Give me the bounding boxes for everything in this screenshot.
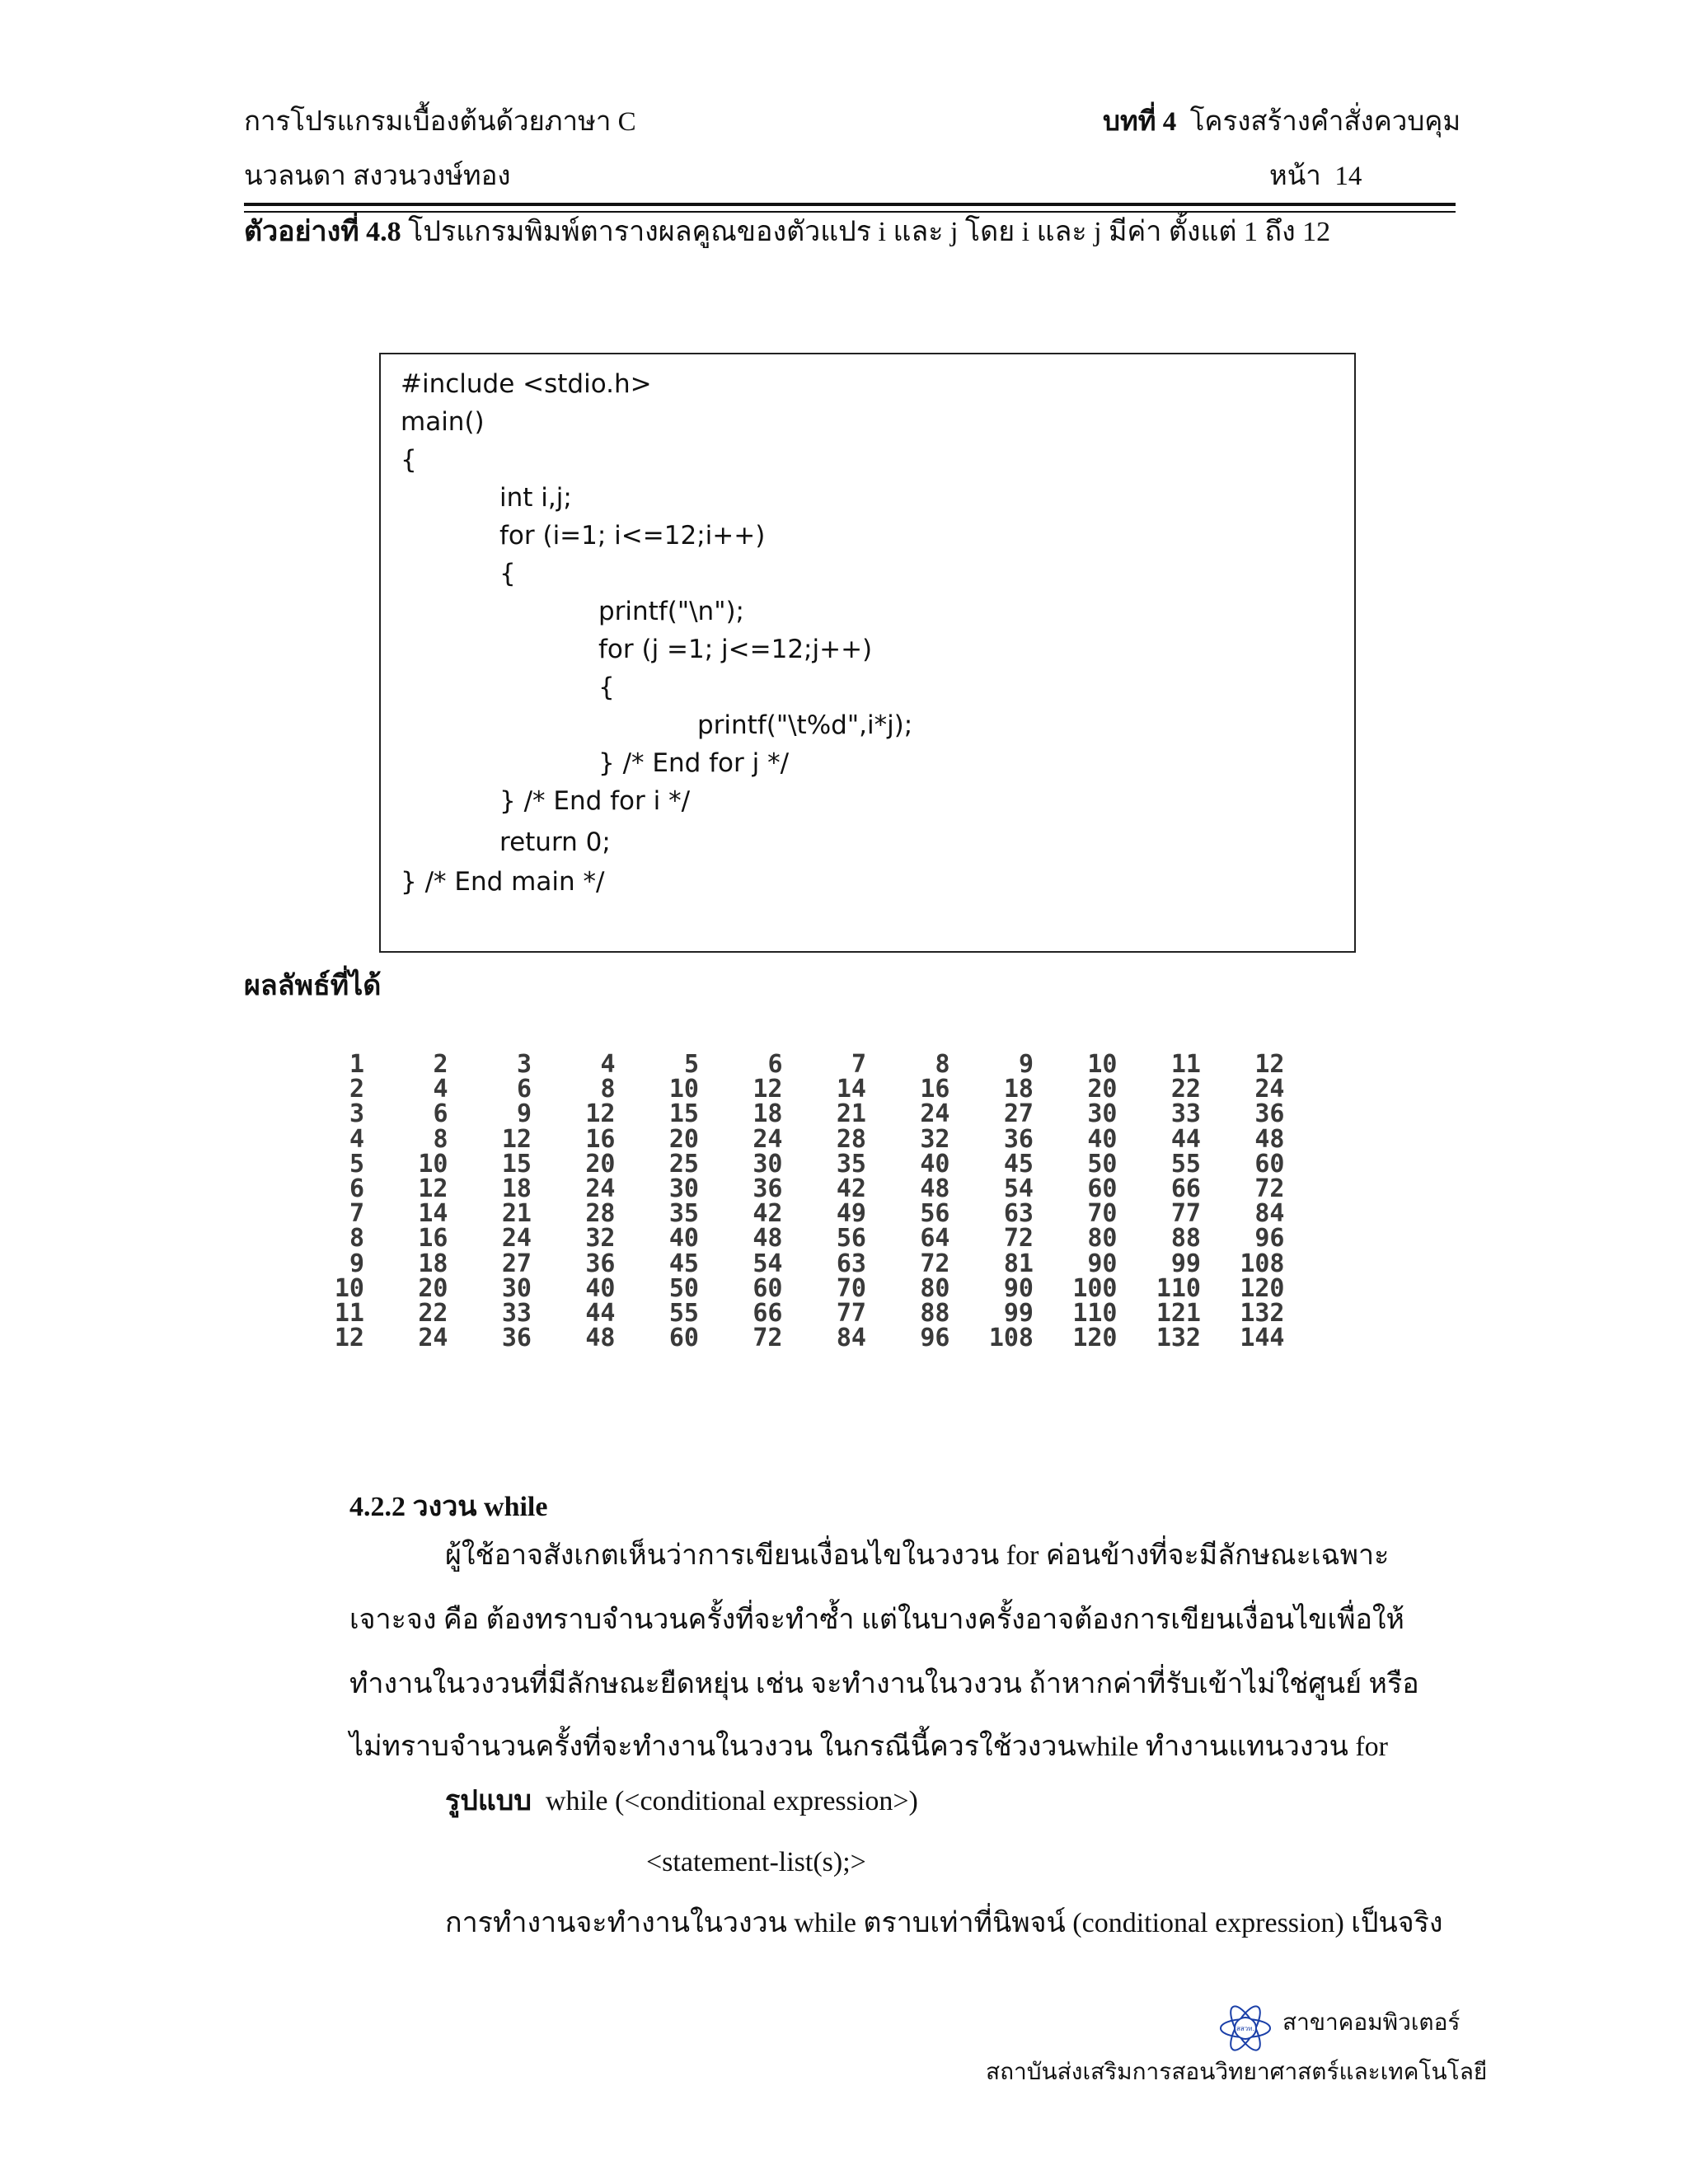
output-cell: 12 — [753, 1075, 783, 1104]
output-cell: 24 — [753, 1124, 783, 1154]
output-cell: 9 — [516, 1099, 532, 1129]
output-cell: 25 — [668, 1149, 699, 1179]
output-cell: 22 — [1170, 1075, 1201, 1104]
output-cell: 44 — [1170, 1124, 1201, 1154]
output-cell: 35 — [668, 1199, 699, 1229]
output-cell: 20 — [418, 1273, 448, 1303]
output-cell: 7 — [851, 1050, 866, 1079]
output-cell: 18 — [1003, 1075, 1034, 1104]
output-cell: 88 — [1170, 1224, 1201, 1254]
output-cell: 50 — [668, 1273, 699, 1303]
output-cell: 24 — [418, 1324, 448, 1353]
output-cell: 72 — [753, 1324, 783, 1353]
output-cell: 10 — [1087, 1050, 1118, 1079]
output-cell: 10 — [334, 1273, 364, 1303]
output-cell: 56 — [836, 1224, 866, 1254]
output-cell: 40 — [920, 1149, 950, 1179]
output-cell: 36 — [1254, 1099, 1285, 1129]
output-heading: ผลลัพธ์ที่ได้ — [244, 971, 382, 1001]
code-line: { — [401, 445, 417, 475]
output-cell: 45 — [668, 1249, 699, 1278]
page-label: หน้า — [1269, 162, 1321, 191]
output-cell: 27 — [1003, 1099, 1034, 1129]
author-name: นวลนดา สงวนวงษ์ทอง — [244, 162, 511, 191]
output-cell: 60 — [753, 1273, 783, 1303]
output-cell: 60 — [1254, 1149, 1285, 1179]
code-line: } /* End for i */ — [499, 786, 691, 816]
output-cell: 108 — [988, 1324, 1034, 1353]
output-cell: 66 — [1170, 1174, 1201, 1203]
output-cell: 21 — [501, 1199, 532, 1229]
output-cell: 108 — [1240, 1249, 1285, 1278]
svg-text:สสวท.: สสวท. — [1236, 2025, 1255, 2032]
output-cell: 14 — [418, 1199, 448, 1229]
output-cell: 2 — [433, 1050, 448, 1079]
closing-line: การทำงานจะทำงานในวงวน while ตราบเท่าที่นิพจน์ (conditional expression) เป็นจริง — [445, 1908, 1443, 1938]
output-cell: 40 — [1087, 1124, 1118, 1154]
paragraph-line: เจาะจง คือ ต้องทราบจำนวนครั้งที่จะทำซ้ำ แต่ในบางครั้งอาจต้องการเขียนเงื่อนไขเพื่อให้ — [349, 1605, 1404, 1635]
output-cell: 8 — [433, 1124, 448, 1154]
output-cell: 84 — [1254, 1199, 1285, 1229]
output-cell: 36 — [501, 1324, 532, 1353]
output-cell: 11 — [1170, 1050, 1201, 1079]
code-line: printf("\n"); — [598, 597, 744, 626]
output-cell: 30 — [753, 1149, 783, 1179]
output-cell: 10 — [668, 1075, 699, 1104]
output-cell: 16 — [920, 1075, 950, 1104]
output-cell: 3 — [349, 1099, 364, 1129]
output-cell: 12 — [418, 1174, 448, 1203]
output-cell: 4 — [600, 1050, 616, 1079]
output-cell: 55 — [1170, 1149, 1201, 1179]
section-heading: 4.2.2 วงวน while — [349, 1492, 548, 1522]
example-title — [244, 216, 1330, 249]
institute-logo-icon — [1218, 2003, 1273, 2054]
output-cell: 24 — [1254, 1075, 1285, 1104]
output-cell: 18 — [418, 1249, 448, 1278]
output-cell: 24 — [920, 1099, 950, 1129]
output-cell: 80 — [920, 1273, 950, 1303]
output-cell: 12 — [501, 1124, 532, 1154]
syntax-label: รูปแบบ — [445, 1786, 532, 1816]
output-cell: 11 — [334, 1299, 364, 1328]
output-cell: 10 — [418, 1149, 448, 1179]
output-cell: 88 — [920, 1299, 950, 1328]
output-cell: 24 — [585, 1174, 616, 1203]
output-cell: 12 — [1254, 1050, 1285, 1079]
output-cell: 16 — [418, 1224, 448, 1254]
output-cell: 2 — [349, 1075, 364, 1104]
output-cell: 49 — [836, 1199, 866, 1229]
page-number-line — [1269, 160, 1362, 193]
output-cell: 18 — [501, 1174, 532, 1203]
output-cell: 96 — [1254, 1224, 1285, 1254]
output-cell: 144 — [1240, 1324, 1285, 1353]
output-cell: 12 — [585, 1099, 616, 1129]
header-rule-thick — [244, 203, 1456, 206]
output-cell: 4 — [433, 1075, 448, 1104]
output-cell: 36 — [753, 1174, 783, 1203]
output-cell: 27 — [501, 1249, 532, 1278]
code-listing — [379, 353, 1356, 953]
code-line: for (i=1; i<=12;i++) — [499, 521, 766, 551]
output-cell: 22 — [418, 1299, 448, 1328]
output-cell: 44 — [585, 1299, 616, 1328]
output-cell: 21 — [836, 1099, 866, 1129]
output-cell: 90 — [1087, 1249, 1118, 1278]
output-cell: 60 — [1087, 1174, 1118, 1203]
output-cell: 9 — [1018, 1050, 1034, 1079]
output-cell: 96 — [920, 1324, 950, 1353]
code-line: return 0; — [499, 827, 611, 857]
code-line: int i,j; — [499, 483, 572, 513]
output-cell: 80 — [1087, 1224, 1118, 1254]
output-cell: 42 — [836, 1174, 866, 1203]
footer-department: สาขาคอมพิวเตอร์ — [1282, 2010, 1461, 2036]
code-line: printf("\t%d",i*j); — [697, 710, 913, 740]
output-cell: 18 — [753, 1099, 783, 1129]
example-label: ตัวอย่างที่ 4.8 — [244, 217, 401, 247]
output-cell: 5 — [349, 1149, 364, 1179]
output-cell: 48 — [585, 1324, 616, 1353]
output-cell: 32 — [585, 1224, 616, 1254]
code-line: { — [499, 559, 516, 588]
output-cell: 36 — [585, 1249, 616, 1278]
output-cell: 77 — [1170, 1199, 1201, 1229]
output-cell: 35 — [836, 1149, 866, 1179]
header-rule-thin — [244, 211, 1456, 213]
output-cell: 30 — [1087, 1099, 1118, 1129]
output-cell: 6 — [516, 1075, 532, 1104]
output-cell: 70 — [836, 1273, 866, 1303]
output-cell: 6 — [767, 1050, 783, 1079]
output-cell: 8 — [935, 1050, 950, 1079]
code-line: for (j =1; j<=12;j++) — [598, 635, 873, 664]
paragraph-line: ทำงานในวงวนที่มีลักษณะยืดหยุ่น เช่น จะทำงานในวงวน ถ้าหากค่าที่รับเข้าไม่ใช่ศูนย์ หรือ — [349, 1669, 1419, 1699]
chapter-title: โครงสร้างคำสั่งควบคุม — [1189, 107, 1461, 137]
page-number: 14 — [1334, 162, 1362, 191]
output-cell: 48 — [1254, 1124, 1285, 1154]
output-cell: 1 — [349, 1050, 364, 1079]
chapter-heading — [1103, 105, 1461, 138]
output-cell: 30 — [501, 1273, 532, 1303]
output-cell: 14 — [836, 1075, 866, 1104]
output-cell: 90 — [1003, 1273, 1034, 1303]
output-cell: 33 — [1170, 1099, 1201, 1129]
output-cell: 5 — [683, 1050, 699, 1079]
output-cell: 100 — [1072, 1273, 1118, 1303]
output-cell: 99 — [1170, 1249, 1201, 1278]
code-line: } /* End main */ — [401, 867, 605, 897]
course-title: การโปรแกรมเบื้องต้นด้วยภาษา C — [244, 107, 636, 137]
output-cell: 9 — [349, 1249, 364, 1278]
output-cell: 132 — [1156, 1324, 1201, 1353]
output-cell: 33 — [501, 1299, 532, 1328]
output-cell: 6 — [433, 1099, 448, 1129]
output-cell: 132 — [1240, 1299, 1285, 1328]
output-cell: 32 — [920, 1124, 950, 1154]
output-cell: 66 — [753, 1299, 783, 1328]
output-cell: 64 — [920, 1224, 950, 1254]
output-cell: 84 — [836, 1324, 866, 1353]
output-cell: 72 — [920, 1249, 950, 1278]
output-cell: 120 — [1240, 1273, 1285, 1303]
output-cell: 8 — [600, 1075, 616, 1104]
output-cell: 72 — [1003, 1224, 1034, 1254]
output-cell: 45 — [1003, 1149, 1034, 1179]
output-cell: 30 — [668, 1174, 699, 1203]
output-cell: 24 — [501, 1224, 532, 1254]
footer-institute: สถาบันส่งเสริมการสอนวิทยาศาสตร์และเทคโนโลยี — [986, 2060, 1488, 2085]
output-cell: 28 — [836, 1124, 866, 1154]
syntax-body: <statement-list(s);> — [646, 1847, 866, 1877]
output-cell: 121 — [1156, 1299, 1201, 1328]
output-cell: 12 — [334, 1324, 364, 1353]
syntax-statement: while (<conditional expression>) — [545, 1786, 918, 1816]
code-line: #include <stdio.h> — [401, 369, 652, 399]
code-line: { — [598, 673, 615, 702]
output-cell: 110 — [1072, 1299, 1118, 1328]
output-cell: 60 — [668, 1324, 699, 1353]
output-cell: 20 — [668, 1124, 699, 1154]
output-cell: 77 — [836, 1299, 866, 1328]
output-cell: 3 — [516, 1050, 532, 1079]
output-cell: 4 — [349, 1124, 364, 1154]
output-cell: 120 — [1072, 1324, 1118, 1353]
code-line: } /* End for j */ — [598, 748, 790, 778]
output-cell: 28 — [585, 1199, 616, 1229]
output-cell: 42 — [753, 1199, 783, 1229]
output-cell: 15 — [501, 1149, 532, 1179]
code-line: main() — [401, 407, 485, 437]
output-cell: 20 — [585, 1149, 616, 1179]
example-text: โปรแกรมพิมพ์ตารางผลคูณของตัวแปร i และ j โดย i และ j มีค่า ตั้งแต่ 1 ถึง 12 — [408, 217, 1331, 247]
output-cell: 70 — [1087, 1199, 1118, 1229]
output-cell: 40 — [668, 1224, 699, 1254]
output-cell: 15 — [668, 1099, 699, 1129]
output-cell: 48 — [753, 1224, 783, 1254]
output-cell: 6 — [349, 1174, 364, 1203]
paragraph-line: ผู้ใช้อาจสังเกตเห็นว่าการเขียนเงื่อนไขในวงวน for ค่อนข้างที่จะมีลักษณะเฉพาะ — [445, 1540, 1390, 1571]
output-cell: 54 — [753, 1249, 783, 1278]
output-cell: 36 — [1003, 1124, 1034, 1154]
output-cell: 81 — [1003, 1249, 1034, 1278]
output-cell: 8 — [349, 1224, 364, 1254]
output-cell: 72 — [1254, 1174, 1285, 1203]
output-cell: 54 — [1003, 1174, 1034, 1203]
output-cell: 7 — [349, 1199, 364, 1229]
output-cell: 110 — [1156, 1273, 1201, 1303]
output-cell: 40 — [585, 1273, 616, 1303]
output-cell: 50 — [1087, 1149, 1118, 1179]
output-cell: 48 — [920, 1174, 950, 1203]
output-cell: 63 — [836, 1249, 866, 1278]
output-cell: 55 — [668, 1299, 699, 1328]
chapter-label: บทที่ 4 — [1103, 107, 1177, 137]
output-cell: 16 — [585, 1124, 616, 1154]
output-cell: 63 — [1003, 1199, 1034, 1229]
output-cell: 56 — [920, 1199, 950, 1229]
syntax-line — [445, 1785, 918, 1818]
output-cell: 99 — [1003, 1299, 1034, 1328]
paragraph-line: ไม่ทราบจำนวนครั้งที่จะทำงานในวงวน ในกรณีนี้ควรใช้วงวนwhile ทำงานแทนวงวน for — [349, 1732, 1388, 1762]
output-cell: 20 — [1087, 1075, 1118, 1104]
